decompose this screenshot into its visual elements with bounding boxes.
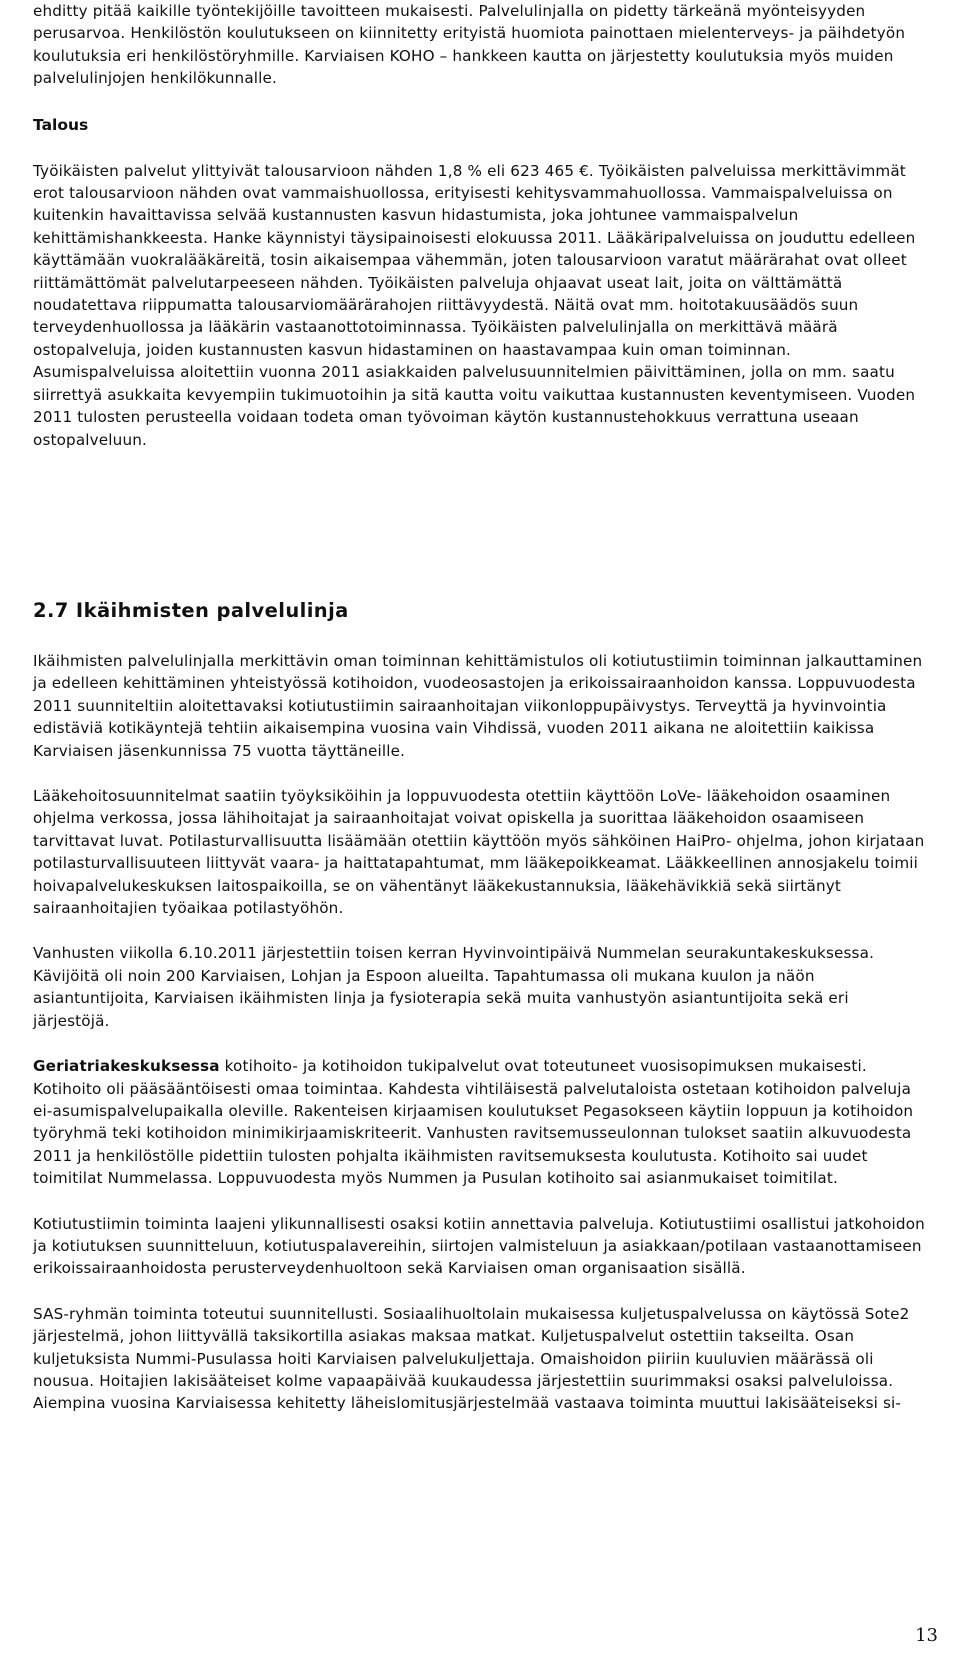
paragraph-sas-ryhma: SAS-ryhmän toiminta toteutui suunnitellusti. Sosiaalihuoltolain mukaisessa kuljetuspalvelussa on käytössä Sote2 järjestelmä, johon liittyvällä taksikortilla asiakas maksaa matkat. Kuljetuspalvelut ostettiin takseilta. Osan kuljetuksista Nummi-Pusulassa hoiti Karviaisen palvelukuljettaja. Omaishoidon piiriin kuuluvien määrässä oli nousua. Hoitajien lakisääteiset kolme vapaapäivää kuukaudessa järjestettiin suurimmaksi osaksi palveluloissa. Aiempina vuosina Karviaisessa kehitetty läheislomitusjärjestelmää vastaava toiminta muuttui lakisääteiseksi si- [33,1304,910,1413]
paragraph-laakehoito: Lääkehoitosuunnitelmat saatiin työyksiköihin ja loppuvuodesta otettiin käyttöön LoVe- lääkehoidon osaaminen ohjelma verkossa, jossa lähihoitajat ja sairaanhoitajat voivat opiskella ja suorittaa lääkehoidon osaamiseen tarvittavat luvat. Potilasturvallisuutta lisäämään otettiin käyttöön myös sähköinen HaiPro- ohjelma, johon kirjataan potilasturvallisuuteen liittyvät vaara- ja haittatapahtumat, mm lääkepoikkeamat. Lääkkeellinen annosjakelu toimii hoivapalvelukeskuksen laitospaikoilla, se on vähentänyt lääkekustannuksia, lääkehävikkiä sekä siirtänyt sairaanhoitajien työaikaa potilastyöhön. [33,787,925,918]
geriatriakeskus-rest: kotihoito- ja kotihoidon tukipalvelut ovat toteutuneet vuosisopimuksen mukaisesti. Kotihoito oli pääsääntöisesti omaa toimintaa. Kahdesta vihtiläisestä palvelutaloista ostetaan kotihoidon palveluja ei-asumispalvelupaikalla oleville. Rakenteisen kirjaamisen koulutukset Pegasokseen käytiin loppuun ja kotihoidon työryhmä teki kotihoidon minimikirjaamiskriteerit. Vanhusten ravitsemusseulonnan tulokset saatiin alkuvuodesta 2011 ja henkilöstölle pidettiin tulosten pohjalta ikäihmisten ravitsemuksesta koulutusta. Kotihoito sai uudet toimitilat Nummelassa. Loppuvuodesta myös Nummen ja Pusulan kotihoito sai asianmukaiset toimitilat. [33,1057,914,1188]
talous-heading: Talous [33,115,89,134]
geriatriakeskus-lead: Geriatriakeskuksessa [33,1057,220,1076]
section-heading: 2.7 Ikäihmisten palvelulinja [33,599,349,622]
paragraph-vanhusten-viikko: Vanhusten viikolla 6.10.2011 järjestettiin toisen kerran Hyvinvointipäivä Nummelan seurakuntakeskuksessa. Kävijöitä oli noin 200 Karviaisen, Lohjan ja Espoon alueilta. Tapahtumassa oli mukana kuulon ja näön asiantuntijoita, Karviaisen ikäihmisten linja ja fysioterapia sekä muita vanhustyön asiantuntijoita sekä eri järjestöjä. [33,944,875,1030]
document-page [33,0,928,1413]
paragraph-kotiutustiimi: Ikäihmisten palvelulinjalla merkittävin oman toiminnan kehittämistulos oli kotiutustiimin toiminnan jalkauttaminen ja edelleen kehittäminen yhteistyössä kotihoidon, vuodeosastojen ja erikoissairaanhoidon kanssa. Loppuvuodesta 2011 suunniteltiin aloitettavaksi kotiutustiimin sairaanhoitajan viikonloppupäivystys. Terveyttä ja hyvinvointia edistäviä kotikäyntejä tehtiin aikaisempina vuosina vain Vihdissä, vuoden 2011 aikana ne aloitettiin kaikissa Karviaisen jäsenkunnissa 75 vuotta täyttäneille. [33,652,923,760]
section-body [33,650,928,1438]
page-number: 13 [915,1625,938,1646]
top-paragraph: ehditty pitää kaikille työntekijöille tavoitteen mukaisesti. Palvelulinjalla on pidetty tärkeänä myönteisyyden perusarvoa. Henkilöstön koulutukseen on kiinnitetty erityistä huomiota painottaen mielenterveys- ja päihdetyön koulutuksia eri henkilöstöryhmille. Karviaisen KOHO – hankkeen kautta on järjestetty koulutuksia myös muiden palvelulinjojen henkilökunnalle. [33,2,906,88]
paragraph-geriatriakeskus [33,1055,928,1189]
paragraph-kotiutustiimi-laajeni: Kotiutustiimin toiminta laajeni ylikunnallisesti osaksi kotiin annettavia palveluja. Kotiutustiimi osallistui jatkohoidon ja kotiutuksen suunnitteluun, kotiutuspalavereihin, siirtojen valmisteluun ja asiakkaan/potilaan vastaanottamiseen erikoissairaanhoidosta perusterveydenhuoltoon sekä Karviaisen oman organisaation sisällä. [33,1214,925,1278]
talous-paragraph: Työikäisten palvelut ylittyivät talousarvioon nähden 1,8 % eli 623 465 €. Työikäisten palveluissa merkittävimmät erot talousarvioon nähden ovat vammaishuollossa, erityisesti kehitysvammahuollossa. Vammaispalveluissa on kuitenkin havaittavissa selvää kustannusten kasvun hidastumista, joka johtunee vammaispalvelun kehittämishankkeesta. Hanke käynnistyi täysipainoisesti elokuussa 2011. Lääkäripalveluissa on jouduttu edelleen käyttämään vuokralääkäreitä, tosin aikaisempaa vähemmän, joten talousarvioon varatut määrärahat ovat olleet riittämättömät palvelutarpeeseen nähden. Työikäisten palveluja ohjaavat useat lait, joita on välttämättä noudatettava riippumatta talousarviomäärärahojen riittävyydestä. Näitä ovat mm. hoitotakuusäädös suun terveydenhuollossa ja lääkärin vastaanottotoiminnassa. Työikäisten palvelulinjalla on merkittävä määrä ostopalveluja, joiden kustannusten kasvun hidastaminen on haastavampaa kuin oman toiminnan. Asumispalveluissa aloitettiin vuonna 2011 asiakkaiden palvelusuunnitelmien päivittäminen, jolla on mm. saatu siirrettyä asukkaita kevyempiin tukimuotoihin ja sitä kautta voitu vaikuttaa kustannusten keventymiseen. Vuoden 2011 tulosten perusteella voidaan todeta oman työvoiman käytön kustannustehokkuus verrattuna useaan ostopalveluun. [33,161,916,449]
